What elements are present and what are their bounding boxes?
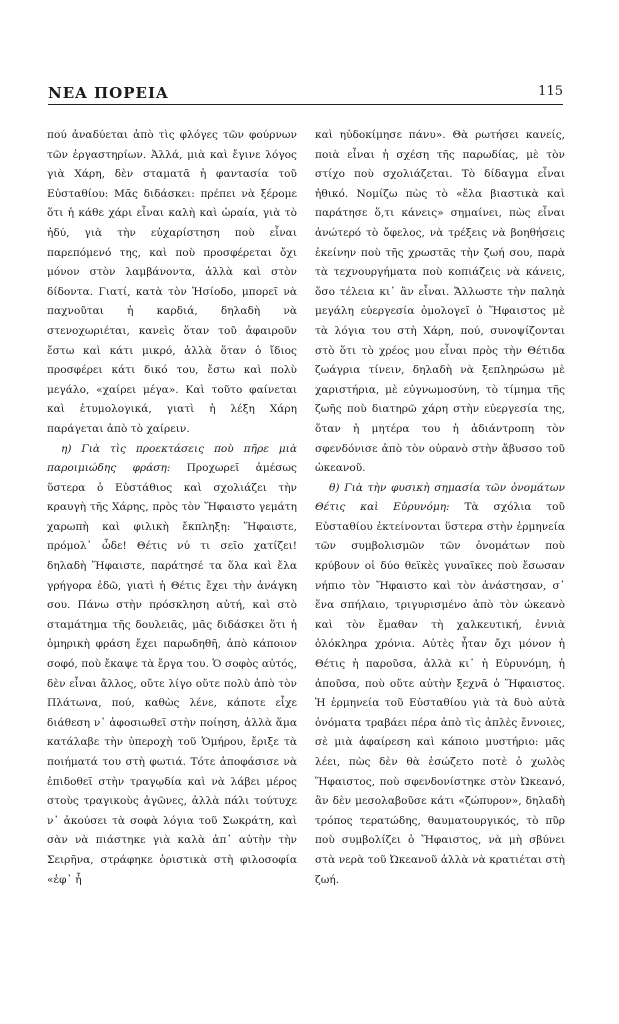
right-paragraph-2 bbox=[315, 479, 565, 890]
left-paragraph-2 bbox=[47, 440, 297, 891]
right-column bbox=[315, 126, 565, 976]
right-paragraph-2-body: Τὰ σχόλια τοῦ Εὐσταθίου ἐκτείνονται ὕστερα στὴν ἑρμηνεία τῶν συμβολισμῶν τῶν ὀνομάτων ποὺ κρύβουν οἱ δύο θεϊκὲς γυναῖκες ποὺ ἔσωσαν νήπιο τὸν Ἥφαιστο καὶ τὸν ἀνάστησαν, σ᾽ ἕνα σπήλαιο, τριγυρισμένο ἀπὸ τὸν ὠκεανὸ καὶ τὸν ἔμαθαν τὴ χαλκευτική, ἐννιὰ ὁλόκληρα χρόνια. Αὐτὲς ἦταν ὄχι μόνον ἡ Θέτις ἡ παροῦσα, ἀλλὰ κι᾽ ἡ Εὐρυνόμη, ἡ ἀποῦσα, ποὺ οὔτε αὐτὴν ξεχνᾶ ὁ Ἥφαιστος. Ἡ ἑρμηνεία τοῦ Εὐσταθίου γιὰ τὰ δυὸ αὐτὰ ὀνόματα τραβάει πέρα ἀπὸ τὶς ἁπλὲς ἔννοιες, σὲ μιὰ ἀφαίρεση καὶ κάποιο μυστήριο: μᾶς λέει, πὼς δὲν θὰ ἐσώζετο ποτὲ ὁ χωλὸς Ἥφαιστος, ποὺ σφενδονίστηκε στὸν Ὠκεανό, ἂν δὲν μεσολαβοῦσε κάτι «ζώπυρον», δηλαδὴ τρόπος τερατώδης, θαυματουργικός, τὸ πῦρ ποὺ συμβολίζει ὁ Ἥφαιστος, νὰ μὴ σβύνει στὰ νερὰ τοῦ Ὠκεανοῦ ἀλλὰ νὰ κρατιέται στὴ ζωή. bbox=[315, 501, 565, 886]
section-heading-theta: θ) Γιὰ τὴν φυσικὴ σημασία τῶν ὀνομάτων Θέτις καὶ Εὐρυνόμη: bbox=[315, 481, 565, 514]
page-header bbox=[48, 82, 563, 105]
page-number: 115 bbox=[538, 84, 563, 99]
right-paragraph-1: καὶ ηὐδοκίμησε πάνυ». Θὰ ρωτήσει κανείς, ποιὰ εἶναι ἡ σχέση τῆς παρωδίας, μὲ τὸν στίχο ποὺ σχολιάζεται. Τὸ δίδαγμα εἶναι ἠθικό. Νομίζω πὼς τὸ «ἔλα βιαστικὰ καὶ παράτησε ὅ,τι κάνεις» σημαίνει, πὼς εἶναι ἀνώτερό τὸ ὄφελος, νὰ τρέξεις νὰ βοηθήσεις ἐκείνην ποὺ τῆς χρωστᾶς τὴν ζωή σου, παρὰ τὰ τεχνουργήματα ποὺ κοπιάζεις νὰ κάνεις, ὅσο τέλεια κι᾽ ἂν εἶναι. Ἄλλωστε τὴν παληὰ μεγάλη εὐεργεσία ὁμολογεῖ ὁ Ἥφαιστος μὲ τὰ λόγια του στὴ Χάρη, πού, συνοψίζονται στὸ ὅτι τὸ χρέος μου εἶναι πρὸς τὴν Θέτιδα ζωάγρια τίνειν, δηλαδὴ νὰ ξεπληρώσω μὲ χαριστήρια, μὲ εὐγνωμοσύνη, τὸ τίμημα τῆς ζωῆς ποὺ διατηρῶ χάρη στὴν εὐεργεσία της, ὅταν ἡ μητέρα του ἡ ἀδιάντροπη τὸν σφενδόνισε ἀπὸ τὸν οὐρανὸ στὴν ἄβυσσο τοῦ ὠκεανοῦ. bbox=[315, 129, 565, 475]
left-paragraph-2-body: Προχωρεῖ ἀμέσως ὕστερα ὁ Εὐστάθιος καὶ σχολιάζει τὴν κραυγὴ τῆς Χάρης, πρὸς τὸν Ἥφαιστο γεμάτη χαρωπὴ καὶ φιλικὴ ἔκπληξη: Ἥφαιστε, πρόμολ᾽ ὧδε! Θέτις νύ τι σεῖο χατίζει! δηλαδὴ Ἥφαιστε, παράτησέ τα ὅλα καὶ ἔλα γρήγορα ἐδῶ, γιατὶ ἡ Θέτις ἔχει τὴν ἀνάγκη σου. Πάνω στὴν πρόσκληση αὐτή, καὶ στὸ σταμάτημα τῆς δουλειᾶς, μᾶς διδάσκει ὅτι ἡ ὁμηρικὴ φράση ἔχει παρωδηθῆ, ἀπὸ κάποιον σοφό, ποὺ ἔκαψε τὰ ἔργα του. Ὁ σοφὸς αὐτός, δὲν εἶναι ἄλλος, οὔτε λίγο οὔτε πολὺ ἀπὸ τὸν Πλάτωνα, πού, καθὼς λένε, κάποτε εἶχε διάθεση ν᾽ ἀφοσιωθεῖ στὴν ποίηση, ἀλλὰ ἅμα κατάλαβε τὴν ὑπεροχὴ τοῦ Ὁμήρου, ἔριξε τὰ ποιήματά του στὴ φωτιά. Τότε ἀποφάσισε νὰ ἐπιδοθεῖ στὴν τραγῳδία καὶ νὰ λάβει μέρος στοὺς τραγικοὺς ἀγῶνες, ἀλλὰ πάλι τούτυχε ν᾽ ἀκούσει τὰ σοφὰ λόγια τοῦ Σωκράτη, καὶ σὰν νὰ πιάστηκε γιὰ καλὰ ἀπ᾽ αὐτὴν τὴν Σειρῆνα, στράφηκε ὁριστικὰ στὴ φιλοσοφία «ἐφ᾽ ἧ bbox=[47, 462, 297, 886]
section-heading-eta: η) Γιὰ τὶς προεκτάσεις ποὺ πῆρε μιὰ παροιμιώδης φράση: bbox=[47, 442, 297, 475]
left-column bbox=[47, 126, 297, 976]
running-title: ΝΕΑ ΠΟΡΕΙΑ bbox=[48, 84, 169, 102]
left-paragraph-1: πού ἀναδύεται ἀπὸ τὶς φλόγες τῶν φούρνων τῶν ἐργαστηρίων. Ἀλλά, μιὰ καὶ ἔγινε λόγος γιὰ Χάρη, δὲν σταματᾶ ἡ φαντασία τοῦ Εὐσταθίου: Μᾶς διδάσκει: πρέπει νὰ ξέρομε ὅτι ἡ κάθε χάρι εἶναι καλὴ καὶ ὡραία, γιὰ τὸ ἠδύ, γιὰ τὴν εὐχαρίστηση ποὺ εἶναι παρεπόμενό της, καὶ ποὺ προσφέρεται ὄχι μόνον στὸν λαμβάνοντα, ἀλλὰ καὶ στὸν δίδοντα. Γιατί, κατὰ τὸν Ἡσίοδο, μπορεῖ νὰ παχνοῦται ἡ καρδιά, δηλαδὴ νὰ στενοχωριέται, κανεὶς ὅταν τοῦ ἀφαιροῦν ἔστω καὶ κάτι μικρό, ἀλλὰ ὅταν ὁ ἴδιος προσφέρει κάτι δικό του, ἔστω καὶ πολὺ μεγάλο, «χαίρει μέγα». Καὶ τοῦτο φαίνεται καὶ ἐτυμολογικά, γιατὶ ἡ λέξη Χάρη παράγεται ἀπὸ τὸ χαίρειν. bbox=[47, 129, 297, 435]
